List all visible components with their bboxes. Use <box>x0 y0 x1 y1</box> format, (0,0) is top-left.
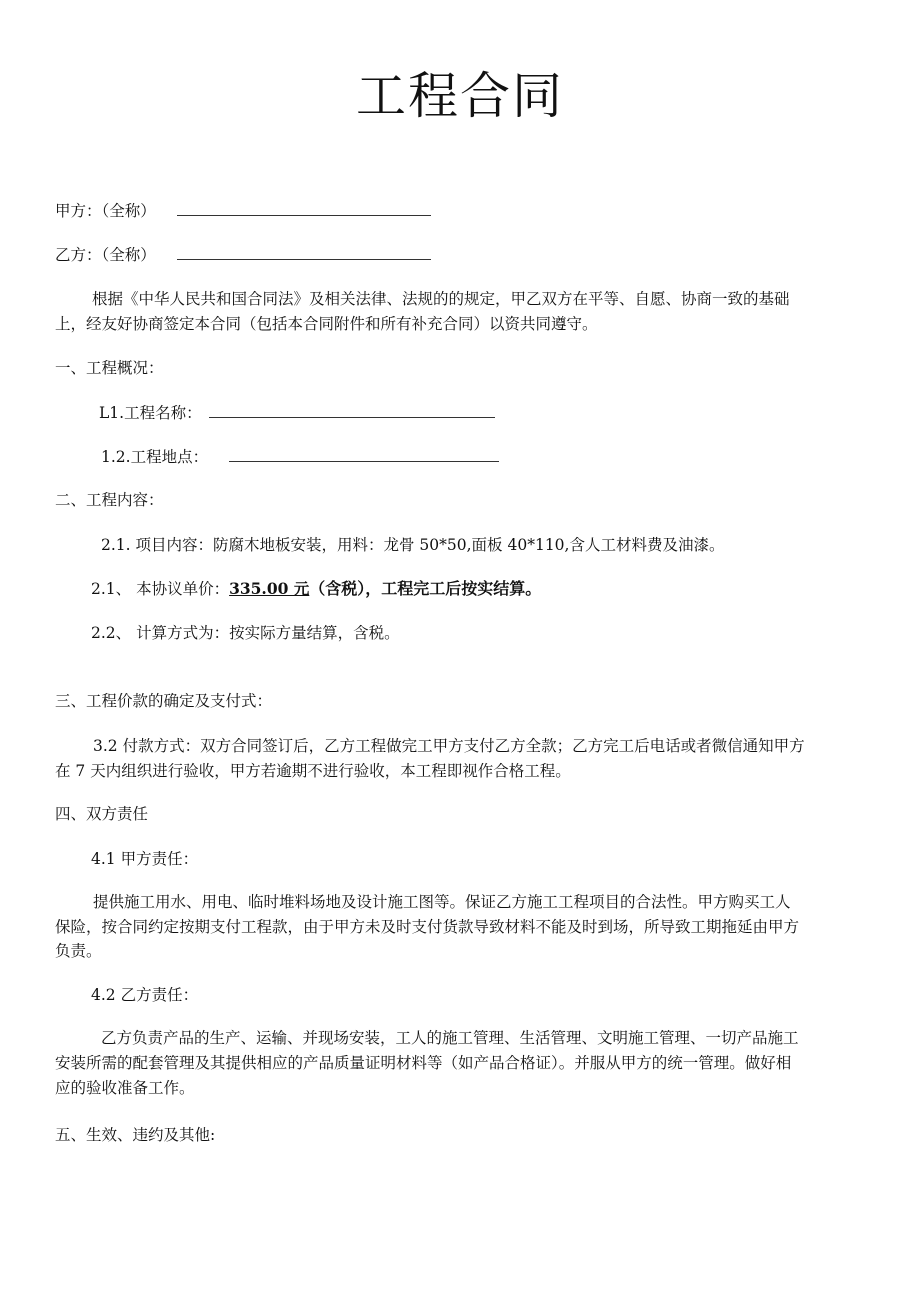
party-b-row <box>55 244 431 265</box>
unit-price-value: 335.00 元 <box>229 579 310 598</box>
payment-line-2: 在 7 天内组织进行验收，甲方若逾期不进行验收，本工程即视作合格工程。 <box>55 762 571 780</box>
party-b-duty-line-2: 安装所需的配套管理及其提供相应的产品质量证明材料等（如产品合格证）。并服从甲方的统一管理。做好相 <box>55 1054 792 1072</box>
project-location-field[interactable] <box>229 446 499 462</box>
party-a-name-field[interactable] <box>177 200 431 216</box>
payment-line-1: 3.2 付款方式：双方合同签订后，乙方工程做完工甲方支付乙方全款；乙方完工后电话或者微信通知甲方 <box>93 737 805 755</box>
unit-price-label: 2.1、 本协议单价： <box>91 580 230 598</box>
party-b-label: 乙方：（全称） <box>55 246 156 264</box>
party-b-duty-line-3: 应的验收准备工作。 <box>55 1079 195 1097</box>
party-a-row <box>55 200 431 221</box>
section-1-heading: 一、工程概况： <box>55 359 164 377</box>
party-b-duty-heading: 4.2 乙方责任： <box>91 986 199 1004</box>
section-2-heading: 二、工程内容： <box>55 491 164 509</box>
preamble-line-2: 上，经友好协商签定本合同（包括本合同附件和所有补充合同）以资共同遵守。 <box>55 315 598 333</box>
party-a-duty-line-2: 保险，按合同约定按期支付工程款，由于甲方未及时支付货款导致材料不能及时到场，所导致工期拖延由甲方 <box>55 918 800 936</box>
document-title: 工程合同 <box>356 67 564 125</box>
project-location-label: 1.2.工程地点： <box>101 448 209 466</box>
section-3-heading: 三、工程价款的确定及支付式： <box>55 692 273 710</box>
section-4-heading: 四、双方责任 <box>55 805 149 823</box>
project-name-label: L1.工程名称： <box>99 404 202 422</box>
item-2-1-unit-price <box>91 579 541 599</box>
section-5-heading: 五、生效、违约及其他: <box>55 1126 216 1144</box>
project-name-row <box>99 402 495 423</box>
party-b-name-field[interactable] <box>177 244 431 260</box>
unit-price-note: （含税），工程完工后按实结算。 <box>309 579 542 598</box>
preamble-line-1: 根据《中华人民共和国合同法》及相关法律、法规的的规定，甲乙双方在平等、自愿、协商一致的基础 <box>92 290 790 308</box>
project-name-field[interactable] <box>209 402 495 418</box>
item-2-2-calculation: 2.2、 计算方式为：按实际方量结算，含税。 <box>91 624 400 642</box>
party-a-duty-line-1: 提供施工用水、用电、临时堆料场地及设计施工图等。保证乙方施工工程项目的合法性。甲方购买工人 <box>93 893 791 911</box>
project-location-row <box>101 446 499 467</box>
party-a-duty-heading: 4.1 甲方责任： <box>91 850 199 868</box>
party-a-duty-line-3: 负责。 <box>55 942 102 960</box>
item-2-1-content: 2.1. 项目内容：防腐木地板安装，用料：龙骨 50*50,面板 40*110,含人工材料费及油漆。 <box>101 536 725 554</box>
party-a-label: 甲方：（全称） <box>55 202 156 220</box>
party-b-duty-line-1: 乙方负责产品的生产、运输、并现场安装，工人的施工管理、生活管理、文明施工管理、一切产品施工 <box>101 1029 799 1047</box>
